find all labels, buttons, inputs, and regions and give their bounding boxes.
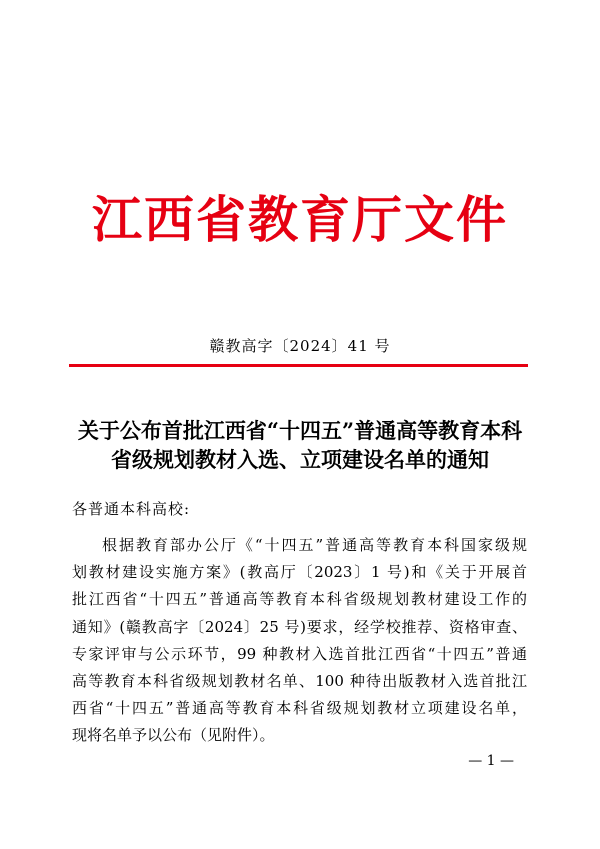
body-line: 高等教育本科省级规划教材名单、100 种待出版教材入选首批江 [72, 672, 527, 690]
document-number: 赣教高字〔2024〕41 号 [209, 337, 391, 355]
issuing-authority-header: 江西省教育厅文件 [92, 190, 508, 249]
body-line: 根据教育部办公厅《“十四五”普通高等教育本科国家级规 [102, 536, 527, 554]
body-line: 划教材建设实施方案》(教高厅〔2023〕1 号)和《关于开展首 [72, 563, 527, 581]
body-line: 批江西省“十四五”普通高等教育本科省级规划教材建设工作的 [72, 590, 527, 608]
salutation: 各普通本科高校: [72, 500, 191, 518]
page-number: — 1 — [468, 753, 514, 769]
body-line: 西省“十四五”普通高等教育本科省级规划教材立项建设名单， [72, 699, 527, 717]
notice-title-line-2: 省级规划教材入选、立项建设名单的通知 [111, 447, 489, 472]
notice-title-line-1: 关于公布首批江西省“十四五”普通高等教育本科 [77, 418, 523, 443]
body-line: 现将名单予以公布（见附件）。 [72, 726, 275, 744]
red-divider-line [69, 364, 528, 367]
body-line: 通知》(赣教高字〔2024〕25 号)要求，经学校推荐、资格审查、 [72, 618, 527, 636]
body-line: 专家评审与公示环节，99 种教材入选首批江西省“十四五”普通 [72, 645, 527, 663]
